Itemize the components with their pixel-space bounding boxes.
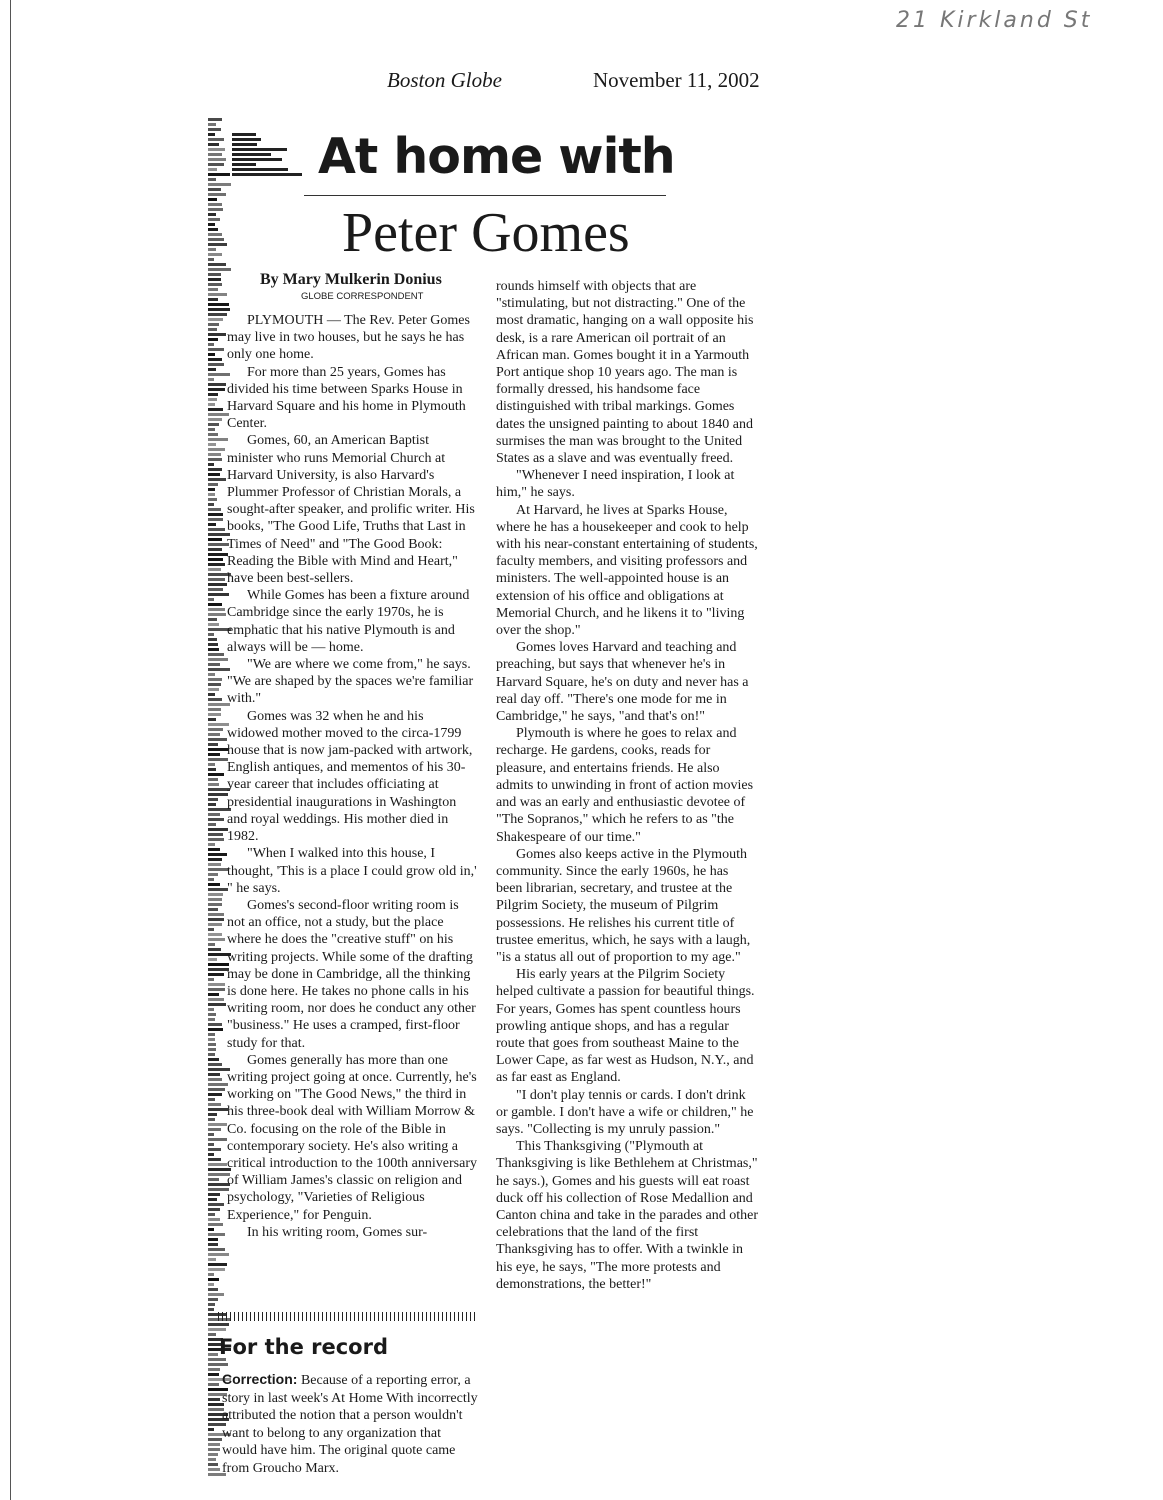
edge-stroke <box>208 878 214 881</box>
edge-stroke <box>208 1188 229 1191</box>
edge-stroke <box>208 1453 218 1456</box>
edge-stroke <box>208 563 225 566</box>
edge-stroke <box>208 358 222 361</box>
article-paragraph: Plymouth is where he goes to relax and recharge. He gardens, cooks, reads for pleasure, and entertains friends. He also admits to unwinding in front of action movies and was an early and enthusiastic devotee of "The Sopranos," which he refers to as "the Shakespeare of our time." <box>496 726 754 845</box>
edge-stroke <box>208 328 217 331</box>
torn-header-edge <box>232 133 312 183</box>
edge-stroke <box>208 303 229 306</box>
edge-stroke <box>208 558 223 561</box>
edge-stroke <box>208 653 224 656</box>
edge-stroke <box>208 428 215 431</box>
edge-stroke <box>208 1273 214 1276</box>
edge-stroke <box>208 958 217 961</box>
edge-stroke <box>208 1153 214 1156</box>
edge-stroke <box>208 1468 220 1471</box>
edge-stroke <box>208 1303 215 1306</box>
edge-stroke <box>208 148 225 151</box>
edge-stroke <box>208 1228 214 1231</box>
edge-stroke <box>208 833 223 836</box>
edge-stroke <box>208 763 215 766</box>
edge-stroke <box>208 1443 220 1446</box>
edge-stroke <box>208 513 223 516</box>
edge-stroke <box>208 663 220 666</box>
edge-stroke <box>208 1013 216 1016</box>
edge-stroke <box>208 288 218 291</box>
edge-stroke <box>208 738 227 741</box>
article-paragraph: His early years at the Pilgrim Society helped cultivate a passion for beautiful things. For years, Gomes has spent countless hours prowling antique shops, and has a regular route that goes from southeast Maine to the Lower Cape, as far west as Hudson, N.Y., and as far east as England. <box>496 967 755 1086</box>
edge-stroke <box>208 1113 217 1116</box>
edge-stroke <box>208 1008 214 1011</box>
edge-stroke <box>208 1458 216 1461</box>
edge-stroke <box>208 793 228 796</box>
byline-author: By Mary Mulkerin Donius <box>260 271 442 288</box>
edge-stroke <box>208 163 224 166</box>
edge-stroke <box>208 968 229 971</box>
edge-stroke <box>208 823 216 826</box>
edge-stroke <box>208 1308 214 1311</box>
edge-stroke <box>208 1043 216 1046</box>
edge-stroke <box>208 693 215 696</box>
edge-stroke <box>208 378 214 381</box>
edge-stroke <box>208 253 222 256</box>
edge-stroke <box>208 908 218 911</box>
byline-role: GLOBE CORRESPONDENT <box>301 291 424 302</box>
section-divider <box>218 1312 476 1321</box>
edge-stroke <box>208 1023 222 1026</box>
edge-stroke <box>208 423 219 426</box>
edge-stroke <box>208 293 227 296</box>
edge-stroke <box>208 538 222 541</box>
edge-stroke <box>208 268 231 271</box>
edge-stroke <box>208 1063 222 1066</box>
edge-stroke <box>208 1278 219 1281</box>
article-paragraph: Gomes, 60, an American Baptist minister who runs Memorial Church at Harvard University, is also Harvard's Plummer Professor of Christian Morals, a sought-after speaker, and prolific writer. His books, "The Good Life, Truths that Last in Times of Need" and "The Good Book: Reading the Bible with Mind and Heart," have been best-sellers. <box>227 433 475 587</box>
article-paragraph: PLYMOUTH — The Rev. Peter Gomes may live in two houses, but he says he has only one home. <box>227 313 470 363</box>
edge-stroke <box>208 1448 220 1451</box>
edge-stroke <box>208 1208 220 1211</box>
edge-stroke <box>208 313 227 316</box>
edge-stroke <box>232 148 287 151</box>
edge-stroke <box>208 688 219 691</box>
edge-stroke <box>208 1323 229 1326</box>
edge-stroke <box>208 1438 222 1441</box>
edge-stroke <box>208 583 227 586</box>
edge-stroke <box>208 213 216 216</box>
edge-stroke <box>208 1078 222 1081</box>
edge-stroke <box>208 1163 227 1166</box>
edge-stroke <box>208 1128 221 1131</box>
scan-edge-line <box>10 0 11 1500</box>
edge-stroke <box>208 548 222 551</box>
article-paragraph: Gomes loves Harvard and teaching and preaching, but says that whenever he's in Harvard Square, he's on duty and never has a real day off. "There's one mode for me in Cambridge," he says, "and that's on!" <box>496 640 749 725</box>
edge-stroke <box>208 308 230 311</box>
article-paragraph: "I don't play tennis or cards. I don't drink or gamble. I don't have a wife or children," he says. "Collecting is my unruly passion." <box>496 1087 754 1137</box>
edge-stroke <box>208 408 223 411</box>
edge-stroke <box>208 343 214 346</box>
edge-stroke <box>208 353 215 356</box>
edge-stroke <box>208 1353 218 1356</box>
edge-stroke <box>208 733 220 736</box>
edge-stroke <box>208 553 228 556</box>
headline-rule <box>304 195 666 196</box>
edge-stroke <box>208 988 225 991</box>
edge-stroke <box>208 1463 218 1466</box>
handwritten-note: 21 Kirkland St <box>896 8 1093 33</box>
edge-stroke <box>208 888 228 891</box>
edge-stroke <box>208 618 217 621</box>
edge-stroke <box>208 893 223 896</box>
edge-stroke <box>208 1053 215 1056</box>
edge-stroke <box>208 813 220 816</box>
edge-stroke <box>208 818 224 821</box>
edge-stroke <box>208 258 214 261</box>
edge-stroke <box>208 118 222 121</box>
edge-stroke <box>208 383 226 386</box>
edge-stroke <box>208 593 229 596</box>
article-paragraph: rounds himself with objects that are "stimulating, but not distracting." One of the most dramatic, hanging on a wall opposite his desk, is a rare American oil portrait of an African man. Gomes bought it in a Yarmouth Port antique shop 10 years ago. The man is formally dressed, his handsome face distinguished with tribal markings. Gomes dates the unsigned painting to about 1840 and surmises the man was brought to the United States as a slave and was eventually freed. <box>496 279 754 467</box>
edge-stroke <box>208 223 215 226</box>
edge-stroke <box>208 718 216 721</box>
edge-stroke <box>208 508 221 511</box>
edge-stroke <box>208 338 218 341</box>
edge-stroke <box>208 723 229 726</box>
edge-stroke <box>208 678 222 681</box>
article-paragraph: "When I walked into this house, I thought, 'This is a place I could grow old in,' " he says. <box>227 846 477 896</box>
edge-stroke <box>208 903 222 906</box>
edge-stroke <box>208 588 223 591</box>
edge-stroke <box>232 143 257 146</box>
edge-stroke <box>208 1373 219 1376</box>
article-paragraph: Gomes's second-floor writing room is not an office, not a study, but the place where he does the "creative stuff" on his writing projects. While some of the drafting may be done in Cambridge, all the thinking is done here. He takes no phone calls in his writing room, nor does he conduct any other "business." He uses a cramped, first-floor study for that. <box>227 897 476 1051</box>
edge-stroke <box>208 1428 214 1431</box>
edge-stroke <box>208 398 217 401</box>
edge-stroke <box>208 523 216 526</box>
publication-date: November 11, 2002 <box>593 68 760 92</box>
edge-stroke <box>208 948 221 951</box>
edge-stroke <box>208 228 218 231</box>
edge-stroke <box>208 1178 219 1181</box>
edge-stroke <box>208 158 226 161</box>
edge-stroke <box>208 933 222 936</box>
correction-notice <box>222 1371 478 1477</box>
edge-stroke <box>208 603 222 606</box>
edge-stroke <box>208 1148 221 1151</box>
edge-stroke <box>208 598 214 601</box>
edge-stroke <box>208 928 214 931</box>
for-the-record-heading: For the record <box>219 1335 388 1359</box>
edge-stroke <box>208 278 221 281</box>
edge-stroke <box>208 773 224 776</box>
edge-stroke <box>208 393 218 396</box>
edge-stroke <box>208 498 217 501</box>
edge-stroke <box>208 1138 227 1141</box>
article-paragraph: Gomes also keeps active in the Plymouth community. Since the early 1960s, he has been librarian, secretary, and trustee at the Pilgrim Society, the museum of Pilgrim possessions. He relishes his current title of trustee emeritus, which, he says with a laugh, "is a status all out of proportion to my age." <box>496 846 751 965</box>
edge-stroke <box>208 413 229 416</box>
edge-stroke <box>208 1003 226 1006</box>
correction-text: Because of a reporting error, a story in last week's At Home With incorrectly attributed the notion that a person wouldn't want to belong to any organization that would have him. The original quote came from Groucho Marx. <box>222 1373 478 1476</box>
edge-stroke <box>208 178 216 181</box>
edge-stroke <box>208 1243 218 1246</box>
edge-stroke <box>208 1218 220 1221</box>
edge-stroke <box>208 1363 228 1366</box>
edge-stroke <box>208 143 219 146</box>
edge-stroke <box>208 483 218 486</box>
edge-stroke <box>208 1328 226 1331</box>
edge-stroke <box>208 1258 216 1261</box>
edge-stroke <box>208 1223 223 1226</box>
edge-stroke <box>208 318 223 321</box>
edge-stroke <box>208 448 225 451</box>
edge-stroke <box>208 1088 225 1091</box>
edge-stroke <box>208 123 216 126</box>
edge-stroke <box>208 298 218 301</box>
edge-stroke <box>208 1253 229 1256</box>
edge-stroke <box>208 183 231 186</box>
edge-stroke <box>208 868 229 871</box>
edge-stroke <box>208 418 222 421</box>
edge-stroke <box>208 1098 215 1101</box>
edge-stroke <box>208 468 222 471</box>
edge-stroke <box>208 568 221 571</box>
edge-stroke <box>208 648 219 651</box>
edge-stroke <box>232 168 288 171</box>
article-paragraph: While Gomes has been a fixture around Cambridge since the early 1970s, he is emphatic that his native Plymouth is and always will be — home. <box>227 588 470 655</box>
edge-stroke <box>208 863 221 866</box>
edge-stroke <box>208 1198 217 1201</box>
edge-stroke <box>208 1018 215 1021</box>
edge-stroke <box>208 1103 221 1106</box>
article-paragraph: "We are where we come from," he says. "We are shaped by the spaces we're familiar with." <box>227 657 474 707</box>
edge-stroke <box>208 828 228 831</box>
edge-stroke <box>208 938 225 941</box>
edge-stroke <box>208 798 218 801</box>
edge-stroke <box>208 1033 215 1036</box>
edge-stroke <box>232 173 302 176</box>
edge-stroke <box>208 488 215 491</box>
edge-stroke <box>208 683 221 686</box>
edge-stroke <box>208 453 221 456</box>
article-paragraph: In his writing room, Gomes sur- <box>247 1224 428 1240</box>
edge-stroke <box>208 673 215 676</box>
edge-stroke <box>208 898 222 901</box>
edge-stroke <box>208 138 224 141</box>
edge-stroke <box>208 613 226 616</box>
edge-stroke <box>208 1383 219 1386</box>
edge-stroke <box>208 1143 214 1146</box>
edge-stroke <box>208 1263 227 1266</box>
article-paragraph: Gomes was 32 when he and his widowed mother moved to the circa-1799 house that is now jam-packed with artwork, English antiques, and mementos of his 30-year career that includes officiating at presidential inaugurations in Washington and royal weddings. His mother died in 1982. <box>227 708 473 845</box>
edge-stroke <box>208 153 222 156</box>
edge-stroke <box>208 643 218 646</box>
edge-stroke <box>208 248 216 251</box>
edge-stroke <box>208 203 222 206</box>
edge-stroke <box>208 233 222 236</box>
article-paragraph: At Harvard, he lives at Sparks House, where he has a housekeeper and cook to help with his near-constant entertaining of students, faculty members, and visiting professors and ministers. The well-appointed house is an extension of his office and obligations at Memorial Church, and he likens it to "living over the shop." <box>496 502 758 639</box>
edge-stroke <box>208 1233 225 1236</box>
article-paragraph: Gomes generally has more than one writing project going at once. Currently, he's working on "The Good News," the third in his three-book deal with William Morrow & Co. focusing on the role of the Bible in contemporary society. He's also writing a critical introduction to the 100th anniversary of William James's classic on religion and psychology, "Varieties of Religious Experience," for Penguin. <box>227 1052 477 1223</box>
edge-stroke <box>208 193 226 196</box>
edge-stroke <box>208 783 219 786</box>
edge-stroke <box>208 198 217 201</box>
edge-stroke <box>232 163 256 166</box>
edge-stroke <box>208 943 215 946</box>
headline-line-2: Peter Gomes <box>342 202 630 264</box>
edge-stroke <box>208 1368 220 1371</box>
article-paragraph: For more than 25 years, Gomes has divided his time between Sparks House in Harvard Square and his home in Plymouth Center. <box>227 364 466 432</box>
edge-stroke <box>208 848 220 851</box>
edge-stroke <box>208 218 220 221</box>
edge-stroke <box>208 1298 218 1301</box>
edge-stroke <box>208 728 223 731</box>
edge-stroke <box>208 263 226 266</box>
edge-stroke <box>208 638 217 641</box>
edge-stroke <box>208 1133 214 1136</box>
edge-stroke <box>208 743 218 746</box>
edge-stroke <box>208 168 217 171</box>
edge-stroke <box>208 1283 214 1286</box>
edge-stroke <box>208 963 229 966</box>
edge-stroke <box>208 658 228 661</box>
edge-stroke <box>208 1398 220 1401</box>
edge-stroke <box>208 713 221 716</box>
edge-stroke <box>208 283 222 286</box>
edge-stroke <box>208 1158 221 1161</box>
edge-stroke <box>208 1123 227 1126</box>
edge-stroke <box>208 438 228 441</box>
edge-stroke <box>208 993 219 996</box>
edge-stroke <box>208 998 224 1001</box>
edge-stroke <box>208 208 223 211</box>
edge-stroke <box>208 1058 219 1061</box>
edge-stroke <box>208 1288 218 1291</box>
edge-stroke <box>208 1268 225 1271</box>
edge-stroke <box>232 158 282 161</box>
edge-stroke <box>208 1108 228 1111</box>
edge-stroke <box>208 1048 216 1051</box>
edge-stroke <box>208 1118 215 1121</box>
article-paragraph: "Whenever I need inspiration, I look at him," he says. <box>496 468 735 501</box>
edge-stroke <box>208 853 227 856</box>
edge-stroke <box>208 1203 224 1206</box>
edge-stroke <box>208 333 226 336</box>
edge-stroke <box>208 623 219 626</box>
edge-stroke <box>208 478 226 481</box>
edge-stroke <box>208 778 218 781</box>
article-left-column <box>227 312 477 1241</box>
edge-stroke <box>208 973 224 976</box>
edge-stroke <box>208 323 219 326</box>
edge-stroke <box>208 1333 216 1336</box>
edge-stroke <box>208 758 228 761</box>
correction-label: Correction: <box>222 1371 298 1387</box>
edge-stroke <box>232 153 271 156</box>
edge-stroke <box>208 348 224 351</box>
edge-stroke <box>208 1093 222 1096</box>
edge-stroke <box>232 138 261 141</box>
edge-stroke <box>208 368 216 371</box>
edge-stroke <box>208 858 222 861</box>
edge-stroke <box>208 433 218 436</box>
article-paragraph: This Thanksgiving ("Plymouth at Thanksgiving is like Bethlehem at Christmas," he says.), Gomes and his guests will eat roast duck off his collection of Rose Medallion and Canton china and take in the parades and other celebrations that the land of the first Thanksgiving has to offer. With a twinkle in his eye, he says, "The more protests and demonstrations, the better!" <box>496 1139 759 1292</box>
edge-stroke <box>208 978 214 981</box>
edge-stroke <box>208 188 221 191</box>
edge-stroke <box>208 838 224 841</box>
edge-stroke <box>208 243 227 246</box>
edge-stroke <box>208 768 216 771</box>
edge-stroke <box>208 918 224 921</box>
edge-stroke <box>208 463 214 466</box>
edge-stroke <box>208 1238 218 1241</box>
edge-stroke <box>208 443 216 446</box>
edge-stroke <box>208 388 225 391</box>
edge-stroke <box>208 1028 223 1031</box>
edge-stroke <box>208 128 221 131</box>
edge-stroke <box>208 633 214 636</box>
edge-stroke <box>208 1193 220 1196</box>
edge-stroke <box>208 883 220 886</box>
article-right-column <box>496 278 758 1293</box>
edge-stroke <box>208 1213 215 1216</box>
headline-line-1: At home with <box>318 128 675 185</box>
edge-stroke <box>208 748 229 751</box>
edge-stroke <box>208 1293 224 1296</box>
edge-stroke <box>208 873 218 876</box>
edge-stroke <box>208 753 220 756</box>
edge-stroke <box>208 983 225 986</box>
edge-stroke <box>208 458 222 461</box>
edge-stroke <box>208 173 230 176</box>
edge-stroke <box>208 803 216 806</box>
edge-stroke <box>208 608 225 611</box>
edge-stroke <box>208 133 215 136</box>
edge-stroke <box>208 578 225 581</box>
publication-name: Boston Globe <box>387 68 502 92</box>
edge-stroke <box>208 708 221 711</box>
edge-stroke <box>208 923 222 926</box>
edge-stroke <box>208 518 223 521</box>
edge-stroke <box>208 1083 228 1086</box>
edge-stroke <box>208 238 224 241</box>
edge-stroke <box>208 1038 215 1041</box>
edge-stroke <box>208 1248 225 1251</box>
edge-stroke <box>208 363 224 366</box>
edge-stroke <box>208 843 215 846</box>
edge-stroke <box>208 503 214 506</box>
edge-stroke <box>208 698 222 701</box>
edge-stroke <box>232 133 256 136</box>
edge-stroke <box>208 273 221 276</box>
edge-stroke <box>208 543 229 546</box>
edge-stroke <box>208 1073 220 1076</box>
edge-stroke <box>208 528 225 531</box>
edge-stroke <box>208 403 215 406</box>
edge-stroke <box>208 913 224 916</box>
edge-stroke <box>208 473 220 476</box>
edge-stroke <box>208 493 215 496</box>
